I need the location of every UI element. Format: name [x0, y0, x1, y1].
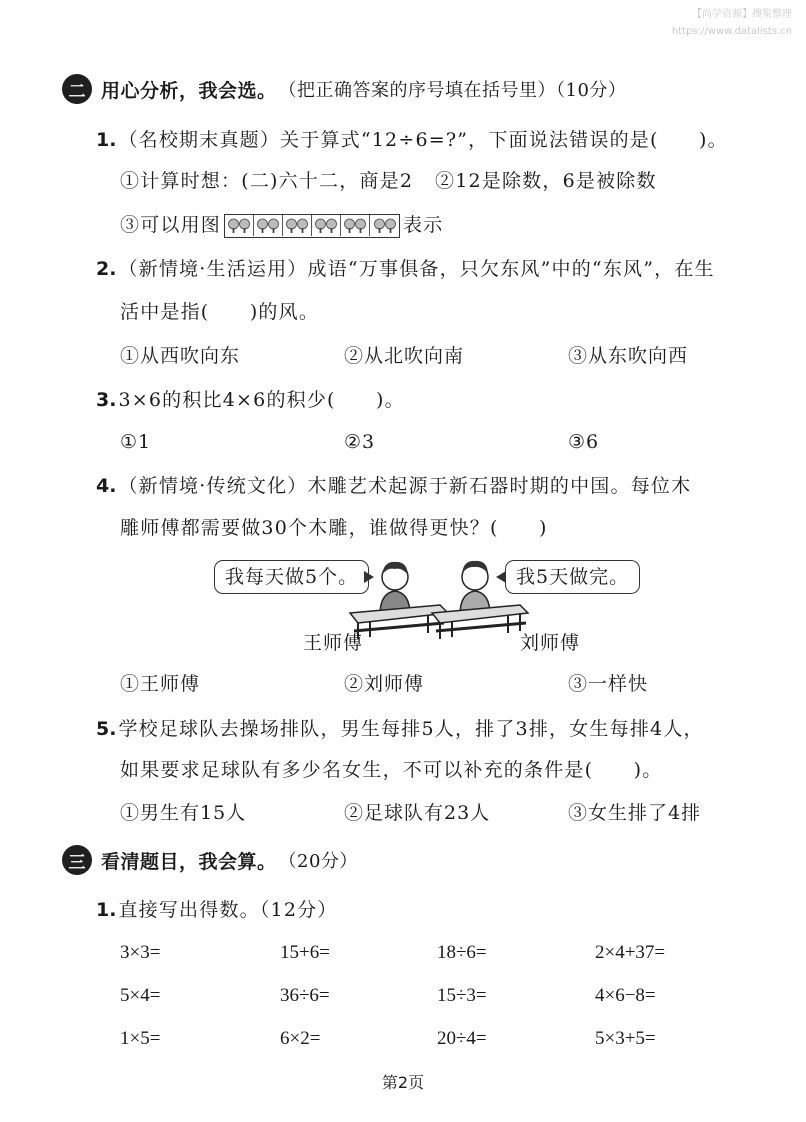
tree-diagram: [224, 214, 400, 238]
question-1: [96, 125, 728, 155]
tree-icon: [239, 218, 250, 234]
tree-group-cell: [283, 215, 312, 236]
q3-option-3: ③6: [568, 431, 600, 453]
speech-bubble-liu: 我5天做完。: [505, 560, 640, 594]
question-number: 1.: [96, 899, 117, 921]
section-2-note: （把正确答案的序号填在括号里）（10分）: [278, 80, 627, 101]
tree-icon: [268, 218, 279, 234]
speech-bubble-wang: 我每天做5个。: [214, 560, 369, 594]
q2-option-3: ③从东吹向西: [568, 345, 689, 367]
q5-option-2: ②足球队有23人: [344, 802, 491, 824]
q2-option-2: ②从北吹向南: [344, 345, 465, 367]
question-5-cont: 如果要求足球队有多少名女生，不可以补充的条件是( )。: [120, 759, 663, 781]
tree-icon: [286, 218, 297, 234]
question-number: 4.: [96, 475, 117, 497]
calc-question-1: [96, 895, 338, 925]
q2-option-1: ①从西吹向东: [120, 345, 241, 367]
q3-option-2: ②3: [344, 431, 376, 453]
tree-icon: [297, 218, 308, 234]
woodcarvers-illustration: [340, 553, 530, 653]
section-2-badge: 二: [62, 74, 92, 104]
tree-icon: [315, 218, 326, 234]
q4-option-3: ③一样快: [568, 673, 649, 695]
tree-group-cell: [341, 215, 370, 236]
carver-wang-icon: [350, 562, 448, 639]
question-3: [96, 385, 405, 415]
q4-option-1: ①王师傅: [120, 673, 201, 695]
section-3-badge: 三: [62, 845, 92, 875]
section-3-title: 看清题目，我会算。: [101, 850, 277, 873]
calc-item: 15÷3=: [437, 985, 487, 1006]
calc-item: 2×4+37=: [595, 942, 666, 963]
name-wang: 王师傅: [303, 632, 364, 654]
question-4-cont: 雕师傅都需要做30个木雕，谁做得更快？( ): [120, 517, 548, 539]
q5-option-3: ③女生排了4排: [568, 802, 702, 824]
watermark-url: https://www.datalists.cn: [671, 26, 792, 37]
tree-group-cell: [225, 215, 254, 236]
q4-option-2: ②刘师傅: [344, 673, 425, 695]
q1-option-3: [120, 210, 443, 240]
question-text: 直接写出得数。（12分）: [118, 899, 338, 921]
tree-icon: [257, 218, 268, 234]
section-3-header: [62, 844, 358, 876]
calc-item: 5×4=: [120, 985, 161, 1006]
q1-option-1: ①计算时想：(二)六十二，商是2: [120, 170, 414, 192]
question-text: 3×6的积比4×6的积少( )。: [118, 389, 405, 411]
calc-item: 1×5=: [120, 1028, 161, 1049]
question-4: [96, 471, 691, 501]
calc-item: 20÷4=: [437, 1028, 487, 1049]
question-5: [96, 714, 704, 744]
question-number: 1.: [96, 129, 117, 151]
q3-option-1: ①1: [120, 431, 152, 453]
question-text: 学校足球队去操场排队，男生每排5人，排了3排，女生每排4人，: [118, 718, 704, 740]
calc-item: 36÷6=: [280, 985, 330, 1006]
tree-group-cell: [312, 215, 341, 236]
watermark-title: 【尚学资源】搜集整理: [692, 9, 792, 20]
section-2-header: [62, 73, 626, 105]
calc-item: 4×6−8=: [595, 985, 656, 1006]
carver-liu-icon: [432, 561, 528, 639]
tree-icon: [374, 218, 385, 234]
q5-option-1: ①男生有15人: [120, 802, 247, 824]
tree-icon: [385, 218, 396, 234]
page-number: 第2页: [381, 1073, 425, 1092]
calc-item: 5×3+5=: [595, 1028, 656, 1049]
section-2-title: 用心分析，我会选。: [101, 79, 277, 102]
calc-item: 15+6=: [280, 942, 330, 963]
q1-option-2: ②12是除数，6是被除数: [435, 170, 657, 192]
calc-item: 6×2=: [280, 1028, 321, 1049]
question-number: 2.: [96, 258, 117, 280]
section-3-note: （20分）: [278, 851, 358, 872]
question-text: （新情境·传统文化）木雕艺术起源于新石器时期的中国。每位木: [118, 475, 692, 497]
tree-icon: [355, 218, 366, 234]
calc-item: 3×3=: [120, 942, 161, 963]
question-2: [96, 254, 715, 284]
tree-icon: [228, 218, 239, 234]
tree-icon: [326, 218, 337, 234]
question-number: 3.: [96, 389, 117, 411]
watermark: [672, 6, 792, 40]
question-text: （新情境·生活运用）成语“万事俱备，只欠东风”中的“东风”，在生: [118, 258, 715, 280]
calc-item: 18÷6=: [437, 942, 487, 963]
question-text: （名校期末真题）关于算式“12÷6=?”，下面说法错误的是( )。: [118, 129, 728, 151]
q1-option-3-suffix: 表示: [403, 214, 444, 236]
question-2-cont: 活中是指( )的风。: [120, 301, 320, 323]
name-liu: 刘师傅: [520, 632, 581, 654]
tree-group-cell: [370, 215, 399, 236]
tree-group-cell: [254, 215, 283, 236]
tree-icon: [344, 218, 355, 234]
question-number: 5.: [96, 718, 117, 740]
q1-option-3-prefix: ③可以用图: [120, 214, 222, 236]
